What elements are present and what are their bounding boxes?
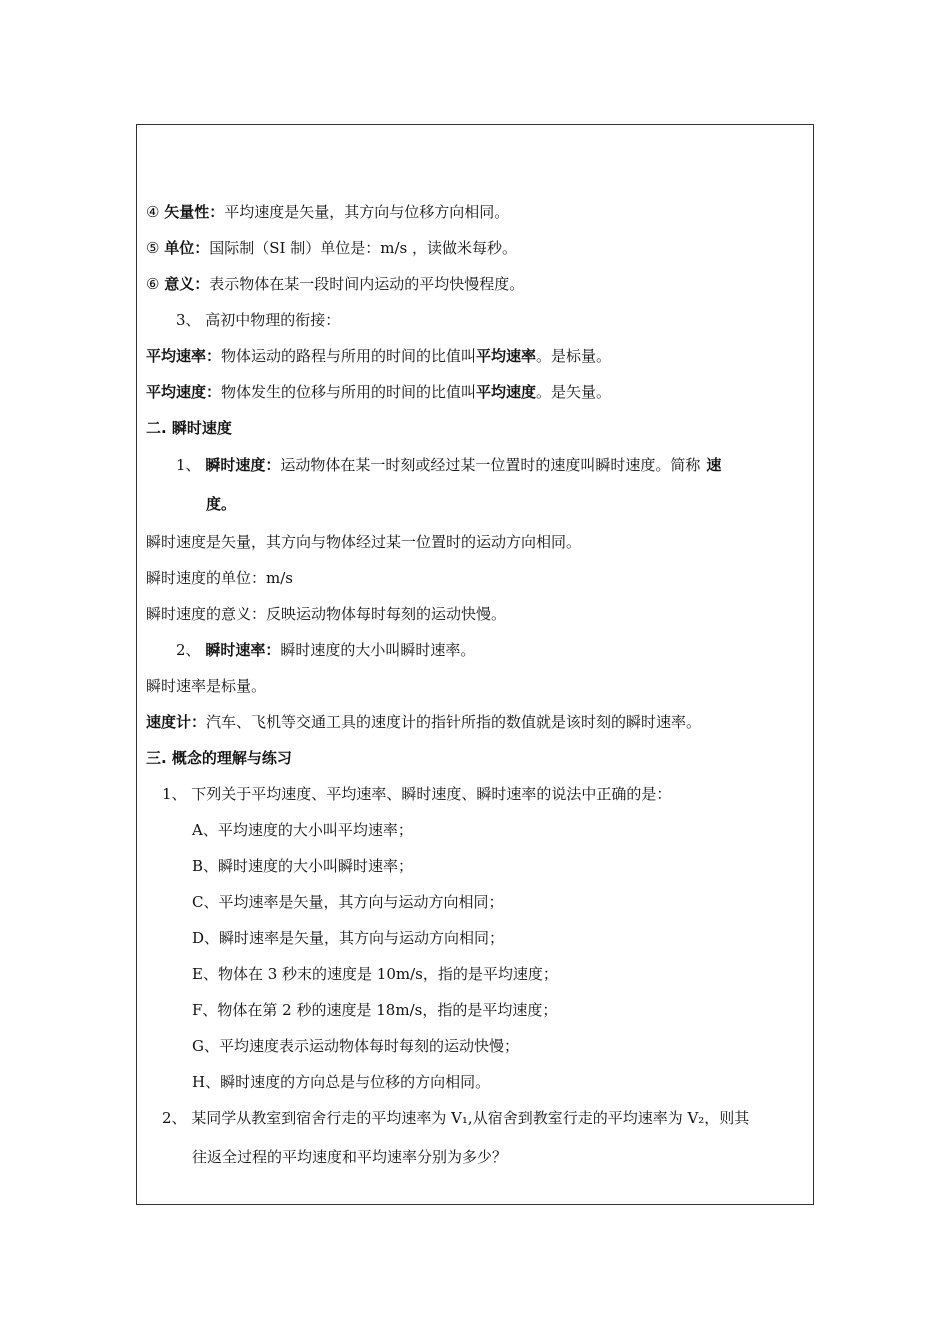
question-2-line-1: 2、 某同学从教室到宿舍行走的平均速率为 V₁,从宿舍到教室行走的平均速率为 V₂，则其 (162, 1109, 750, 1127)
line-text: 物体发生的位移与所用的时间的比值叫 (221, 383, 477, 401)
line-instantaneous-velocity-cont (206, 494, 236, 514)
line-meaning (146, 274, 524, 294)
item-number: 1、 (176, 456, 201, 474)
term-bold: 平均速度 (476, 383, 537, 401)
line-average-speed (146, 346, 611, 366)
line-instantaneous-velocity-def (176, 455, 721, 475)
term-bold: 速度计： (146, 713, 207, 731)
line-text: 瞬时速度的大小叫瞬时速率。 (280, 641, 476, 659)
line-instantaneous-speed-scalar: 瞬时速率是标量。 (146, 677, 267, 695)
option-b: B、瞬时速度的大小叫瞬时速率； (192, 857, 414, 875)
option-h: H、瞬时速度的方向总是与位移的方向相同。 (192, 1073, 491, 1091)
line-vector-property (146, 202, 509, 222)
line-text: 。是矢量。 (536, 383, 612, 401)
line-unit (146, 238, 517, 258)
term-bold: 瞬时速度： (205, 456, 281, 474)
option-f: F、物体在第 2 秒的速度是 18m/s，指的是平均速度； (192, 1001, 558, 1019)
section-heading-practice (146, 748, 292, 768)
option-g: G、平均速度表示运动物体每时每刻的运动快慢； (192, 1037, 519, 1055)
item-number: 2、 (176, 641, 201, 659)
line-bridging: 3、 高初中物理的衔接： (176, 311, 341, 329)
circled-number: ⑥ (146, 275, 160, 293)
line-text: 表示物体在某一段时间内运动的平均快慢程度。 (209, 275, 525, 293)
section-heading-instantaneous-velocity (146, 418, 232, 438)
term-bold: 单位： (164, 239, 210, 257)
line-text: 国际制（SI 制）单位是：m/s ，读做米每秒。 (209, 239, 517, 257)
line-average-velocity (146, 382, 611, 402)
line-text: 平均速度是矢量，其方向与位移方向相同。 (224, 203, 510, 221)
term-bold: 矢量性： (164, 203, 225, 221)
option-e: E、物体在 3 秒末的速度是 10m/s，指的是平均速度； (192, 965, 558, 983)
line-text: 运动物体在某一时刻或经过某一位置时的速度叫瞬时速度。简称 (280, 456, 701, 474)
line-instantaneous-velocity-vector: 瞬时速度是矢量，其方向与物体经过某一位置时的运动方向相同。 (146, 533, 582, 551)
circled-number: ④ (146, 203, 160, 221)
term-bold: 平均速率： (146, 347, 222, 365)
heading-text: 二. 瞬时速度 (146, 419, 232, 437)
term-bold: 度。 (206, 495, 237, 513)
line-text: 汽车、飞机等交通工具的速度计的指针所指的数值就是该时刻的瞬时速率。 (206, 713, 702, 731)
option-a: A、平均速度的大小叫平均速率； (192, 821, 413, 839)
question-2-line-2: 往返全过程的平均速度和平均速率分别为多少？ (192, 1148, 508, 1166)
term-bold: 瞬时速率： (205, 641, 281, 659)
term-bold: 平均速度： (146, 383, 222, 401)
line-instantaneous-velocity-meaning: 瞬时速度的意义：反映运动物体每时每刻的运动快慢。 (146, 605, 507, 623)
question-1: 1、 下列关于平均速度、平均速率、瞬时速度、瞬时速率的说法中正确的是： (162, 785, 672, 803)
line-text: 物体运动的路程与所用的时间的比值叫 (221, 347, 477, 365)
line-instantaneous-velocity-unit: 瞬时速度的单位：m/s (146, 569, 293, 587)
term-bold: 速 (706, 456, 722, 474)
line-instantaneous-speed-def (176, 640, 475, 660)
term-bold: 意义： (164, 275, 210, 293)
option-c: C、平均速率是矢量，其方向与运动方向相同； (192, 893, 504, 911)
line-text: 。是标量。 (536, 347, 612, 365)
heading-text: 三. 概念的理解与练习 (146, 749, 292, 767)
line-speedometer (146, 712, 701, 732)
term-bold: 平均速率 (476, 347, 537, 365)
circled-number: ⑤ (146, 239, 160, 257)
option-d: D、瞬时速率是矢量，其方向与运动方向相同； (192, 929, 505, 947)
